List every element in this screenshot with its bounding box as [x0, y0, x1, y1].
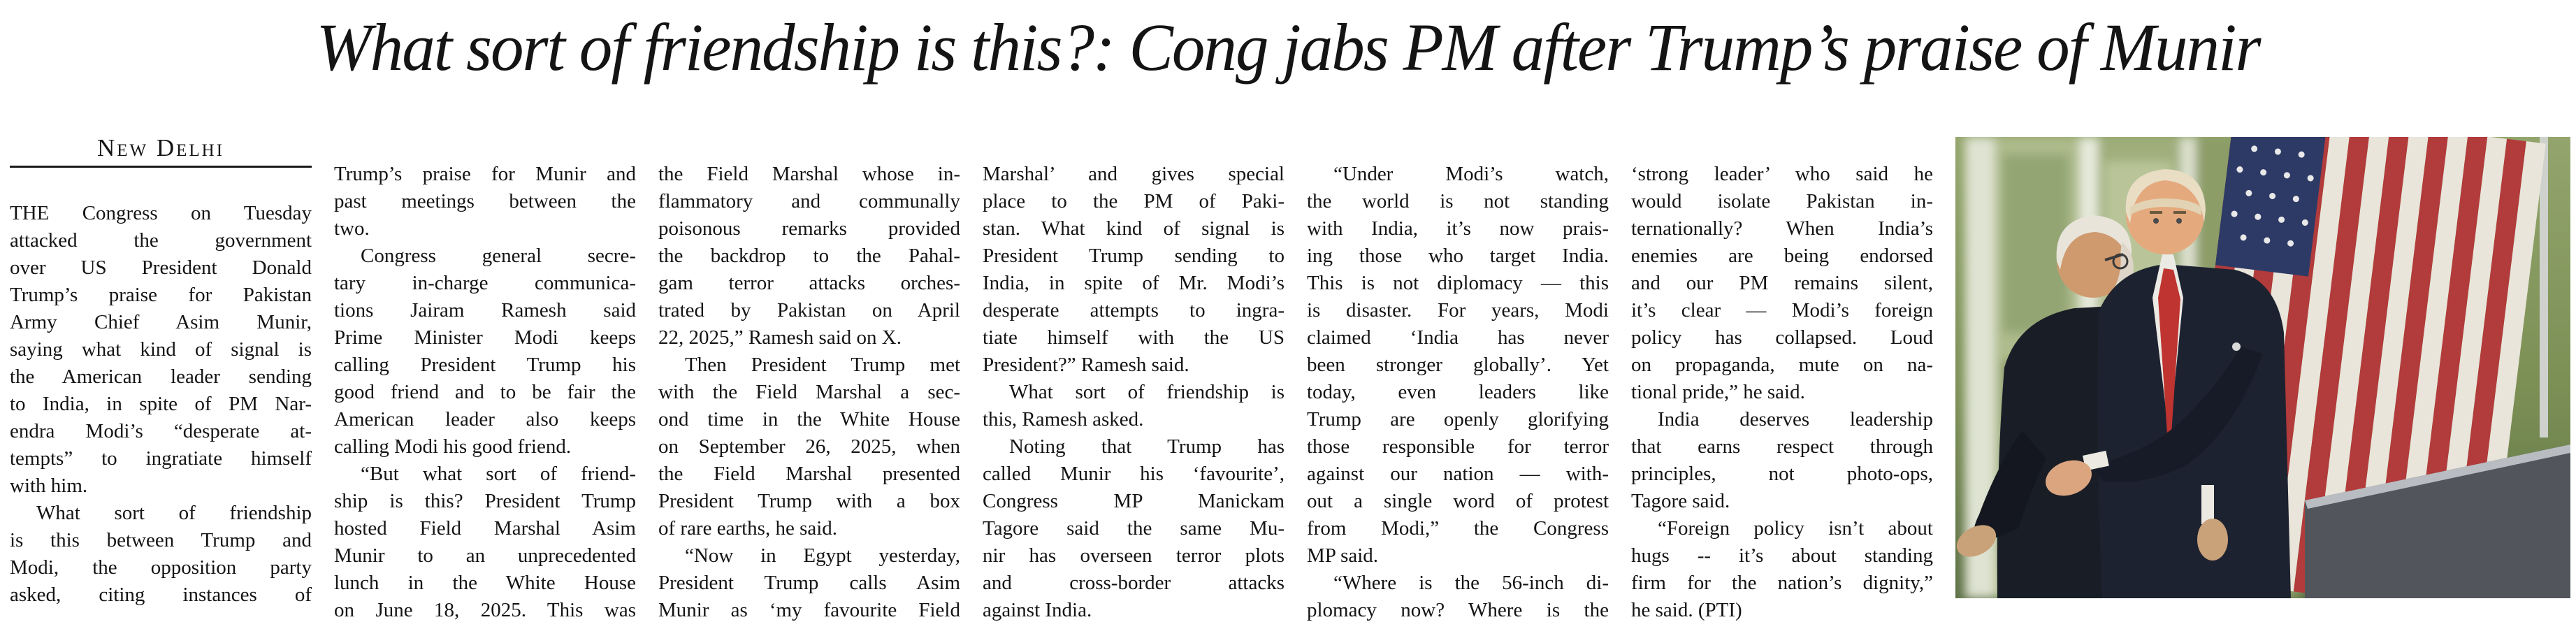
- article-line: and our PM remains silent,: [1631, 272, 1933, 294]
- article-line: “Under Modi’s watch,: [1333, 163, 1609, 185]
- article-line: enemies are being endorsed: [1631, 245, 1933, 267]
- article-line: of rare earths, he said.: [658, 517, 838, 540]
- article-line: Prime Minister Modi keeps: [334, 326, 636, 349]
- article-line: nir has overseen terror plots: [983, 544, 1285, 567]
- article-line: Modi, the opposition party: [10, 556, 312, 579]
- article-line: attacked the government: [10, 229, 312, 252]
- article-line: Munir as ‘my favourite Field: [658, 599, 960, 621]
- article-line: Trump’s praise for Pakistan: [10, 284, 312, 306]
- article-line: would isolate Pakistan in-: [1631, 190, 1933, 212]
- article-line: to India, in spite of PM Nar-: [10, 393, 312, 415]
- article-line: Munir to an unprecedented: [334, 544, 636, 567]
- article-line: ship is this? President Trump: [334, 490, 636, 512]
- article-column: [1631, 133, 1933, 622]
- article-line: ing those who target India.: [1307, 245, 1609, 267]
- article-line: ternationally? When India’s: [1631, 217, 1933, 240]
- article-columns: [10, 133, 2570, 622]
- article-line: is this between Trump and: [10, 529, 312, 551]
- article-line: policy has collapsed. Loud: [1631, 326, 1933, 349]
- article-line: Noting that Trump has: [1009, 435, 1285, 458]
- article-line: with India, it’s now prais-: [1307, 217, 1609, 240]
- article-column: [658, 133, 960, 622]
- article-line: ‘strong leader’ who said he: [1631, 163, 1933, 185]
- article-line: gam terror attacks orches-: [658, 272, 960, 294]
- article-line: on September 26, 2025, when: [658, 435, 960, 458]
- article-line: desperate attempts to ingra-: [983, 299, 1285, 321]
- article-line: against our nation — with-: [1307, 463, 1609, 485]
- article-line: the Field Marshal whose in-: [658, 163, 960, 185]
- dateline: New Delhi: [96, 134, 225, 161]
- article-line: claimed ‘India has never: [1307, 326, 1609, 349]
- article-line: hugs -- it’s about standing: [1631, 544, 1933, 567]
- news-photo-modi-trump-hug: [1955, 137, 2570, 598]
- article-line: those responsible for terror: [1307, 435, 1609, 458]
- article-column: [983, 133, 1285, 622]
- article-line: good friend and to be fair the: [334, 381, 636, 403]
- article-line: saying what kind of signal is: [10, 338, 312, 361]
- photo-illustration: [1955, 137, 2570, 598]
- article-line: principles, not photo-ops,: [1631, 463, 1933, 485]
- article-line: with him.: [10, 475, 88, 497]
- article-line: tiate himself with the US: [983, 326, 1285, 349]
- article-line: calling President Trump his: [334, 354, 636, 376]
- article-line: President Trump calls Asim: [658, 572, 960, 594]
- article-line: President?” Ramesh said.: [983, 354, 1189, 376]
- article-line: on June 18, 2025. This was: [334, 599, 636, 621]
- article-line: Congress MP Manickam: [983, 490, 1285, 512]
- column-body: [1631, 161, 1933, 622]
- column-body: [1307, 161, 1609, 622]
- article-line: Tagore said the same Mu-: [983, 517, 1285, 540]
- article-line: it’s clear — Modi’s foreign: [1631, 299, 1933, 321]
- article-column: [10, 133, 312, 622]
- article-line: Marshal’ and gives special: [983, 163, 1285, 185]
- column-body: [658, 161, 960, 622]
- article-line: out a single word of protest: [1307, 490, 1609, 512]
- article-line: ond time in the White House: [658, 408, 960, 431]
- article-line: “But what sort of friend-: [361, 463, 636, 485]
- dateline-rule: [10, 166, 312, 168]
- article-line: the backdrop to the Pahal-: [658, 245, 960, 267]
- column-body: [10, 200, 312, 609]
- article-line: the world is not standing: [1307, 190, 1609, 212]
- article-line: President Trump sending to: [983, 245, 1285, 267]
- article-line: called Munir his ‘favourite’,: [983, 463, 1285, 485]
- article-line: Tagore said.: [1631, 490, 1730, 512]
- article-line: against India.: [983, 599, 1092, 621]
- article-line: been stronger globally’. Yet: [1307, 354, 1609, 376]
- article-line: the American leader sending: [10, 366, 312, 388]
- article-line: two.: [334, 217, 370, 240]
- article-line: endra Modi’s “desperate at-: [10, 420, 312, 442]
- article-line: with the Field Marshal a sec-: [658, 381, 960, 403]
- article-line: President Trump with a box: [658, 490, 960, 512]
- article-line: tempts” to ingratiate himself: [10, 447, 312, 470]
- article-line: poisonous remarks provided: [658, 217, 960, 240]
- article-line: stan. What kind of signal is: [983, 217, 1285, 240]
- column-body: [334, 161, 636, 622]
- column-body: [983, 161, 1285, 622]
- article-line: flammatory and communally: [658, 190, 960, 212]
- article-line: What sort of friendship: [36, 502, 312, 524]
- article-line: India deserves leadership: [1658, 408, 1933, 431]
- article-line: from Modi,” the Congress: [1307, 517, 1609, 540]
- article-line: plomacy now? Where is the: [1307, 599, 1609, 621]
- article-line: This is not diplomacy — this: [1307, 272, 1609, 294]
- article-line: tions Jairam Ramesh said: [334, 299, 636, 321]
- article-column: [334, 133, 636, 622]
- article-line: tary in-charge communica-: [334, 272, 636, 294]
- article-line: What sort of friendship is: [1009, 381, 1285, 403]
- article-line: today, even leaders like: [1307, 381, 1609, 403]
- article-line: trated by Pakistan on April: [658, 299, 960, 321]
- article-line: this, Ramesh asked.: [983, 408, 1144, 431]
- article-line: calling Modi his good friend.: [334, 435, 572, 458]
- article-line: on propaganda, mute on na-: [1631, 354, 1933, 376]
- article-line: is disaster. For years, Modi: [1307, 299, 1609, 321]
- article-line: “Where is the 56-inch di-: [1333, 572, 1609, 594]
- article-line: THE Congress on Tuesday: [10, 202, 312, 224]
- article-line: over US President Donald: [10, 256, 312, 279]
- article-line: MP said.: [1307, 544, 1379, 567]
- article-line: Trump’s praise for Munir and: [334, 163, 636, 185]
- article-line: American leader also keeps: [334, 408, 636, 431]
- article-line: Congress general secre-: [361, 245, 636, 267]
- article-line: that earns respect through: [1631, 435, 1933, 458]
- article-line: the Field Marshal presented: [658, 463, 960, 485]
- article-headline: What sort of friendship is this?: Cong jabs PM after Trump’s praise of Munir: [316, 10, 2260, 85]
- article-line: past meetings between the: [334, 190, 636, 212]
- article-line: place to the PM of Paki-: [983, 190, 1285, 212]
- article-line: Army Chief Asim Munir,: [10, 311, 312, 333]
- article-line: hosted Field Marshal Asim: [334, 517, 636, 540]
- article-line: 22, 2025,” Ramesh said on X.: [658, 326, 902, 349]
- article-line: India, in spite of Mr. Modi’s: [983, 272, 1285, 294]
- article-line: tional pride,” he said.: [1631, 381, 1805, 403]
- article-line: and cross-border attacks: [983, 572, 1285, 594]
- article-line: firm for the nation’s dignity,”: [1631, 572, 1933, 594]
- article-line: “Now in Egypt yesterday,: [685, 544, 960, 567]
- article-line: lunch in the White House: [334, 572, 636, 594]
- article-line: asked, citing instances of: [10, 584, 312, 606]
- article-column: [1307, 133, 1609, 622]
- article-line: he said. (PTI): [1631, 599, 1742, 621]
- article-line: Trump are openly glorifying: [1307, 408, 1609, 431]
- article-line: “Foreign policy isn’t about: [1658, 517, 1933, 540]
- article-line: Then President Trump met: [685, 354, 960, 376]
